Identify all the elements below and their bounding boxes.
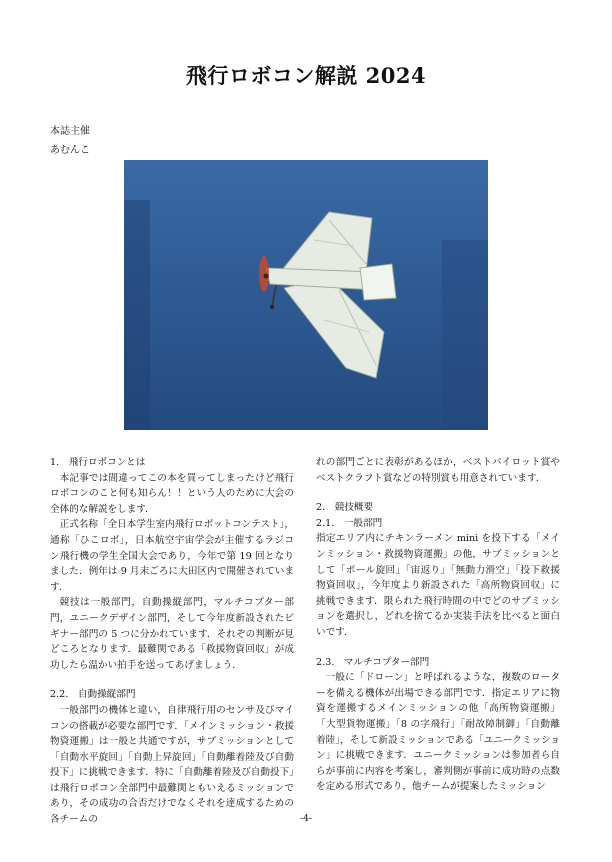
right-column (316, 455, 560, 795)
section-2-2-paragraph: 一般部門の機体と違い，自律飛行用のセンサ及びマイコンの搭載が必要な部門です．「メインミッション・救援物資運搬」は一般と共通ですが，サブミッションとして「自動水平旋回」「自動上昇旋回」「自動離着陸及び自動投下」に挑戦できます．特に「自動離着陸及び自動投下」は飛行ロボコン全部門中最難関ともいえるミッションであり，その成功の合否だけでなくそれを達成するための各チームの (50, 704, 294, 826)
article-title: 飛行ロボコン解説 2024 (185, 63, 427, 88)
section-2-heading: 2. 競技概要 (316, 502, 374, 514)
section-1-heading: 1. 飛行ロボコンとは (50, 457, 146, 468)
continued-paragraph: れの部門ごとに表彰があるほか，ベストパイロット賞やベストクラフト賞などの特別賞も用意されています． (316, 457, 560, 484)
section-2-1-heading: 2.1. 一般部門 (316, 517, 383, 529)
section-1-paragraph-3: 競技は一般部門，自動操縦部門，マルチコプター部門，ユニークデザイン部門，そして今年度新設されたビギナー部門の 5 つに分かれています．それぞの判断が見どころとなります．最難関である「救援物資回収」が成功したら温かい拍手を送ってあげましょう． (50, 597, 294, 671)
left-column (50, 455, 294, 828)
section-2-3-paragraph: 一般に「ドローン」と呼ばれるような，複数のローターを備える機体が出場できる部門です．指定エリアに物資を運搬するメインミッションの他「高所物資運搬」「大型貨物運搬」「8 の字飛行」「耐故障制御」「自動離着陸」，そして新設ミッションである「ユニークミッション」に挑戦できます．ユニークミッションは参加者ら自らが事前に内容を考案し，審判側が事前に成功時の点数を定める形式であり，他チームが提案したミッション (316, 672, 560, 793)
section-1-paragraph-2: 正式名称「全日本学生室内飛行ロボットコンテスト」，通称「ひこロボ」，日本航空宇宙学会が主催するラジコン飛行機の学生全国大会であり，今年で第 19 回となりました．例年は 9 月末ごろに大田区内で開催されています． (50, 519, 294, 593)
section-2-1-paragraph: 指定エリア内にチキンラーメン mini を投下する「メインミッション・救援物資運搬」の他，サブミッションとして「ポール旋回」「宙返り」「無動力滑空」「投下救援物資回収」，今年度より新設された「高所物資回収」に挑戦できます．限られた飛行時間の中でどのサブミッションを選択し，どれを捨てるか実装手法を比べると面白いです． (316, 533, 560, 638)
airplane-photo (124, 160, 488, 430)
section-1-paragraph-1: 本記事では間違ってこの本を買ってしまったけど飛行ロボコンのこと何も知らん！！という人のために大会の全体的な解説をします． (50, 472, 294, 515)
author-name: あむんこ (50, 145, 90, 156)
author-org: 本誌主催 (50, 126, 90, 137)
section-2-2-heading: 2.2. 自動操縦部門 (50, 689, 136, 701)
section-2-3-heading: 2.3. マルチコプター部門 (316, 656, 430, 668)
page-number: -4- (300, 814, 312, 824)
